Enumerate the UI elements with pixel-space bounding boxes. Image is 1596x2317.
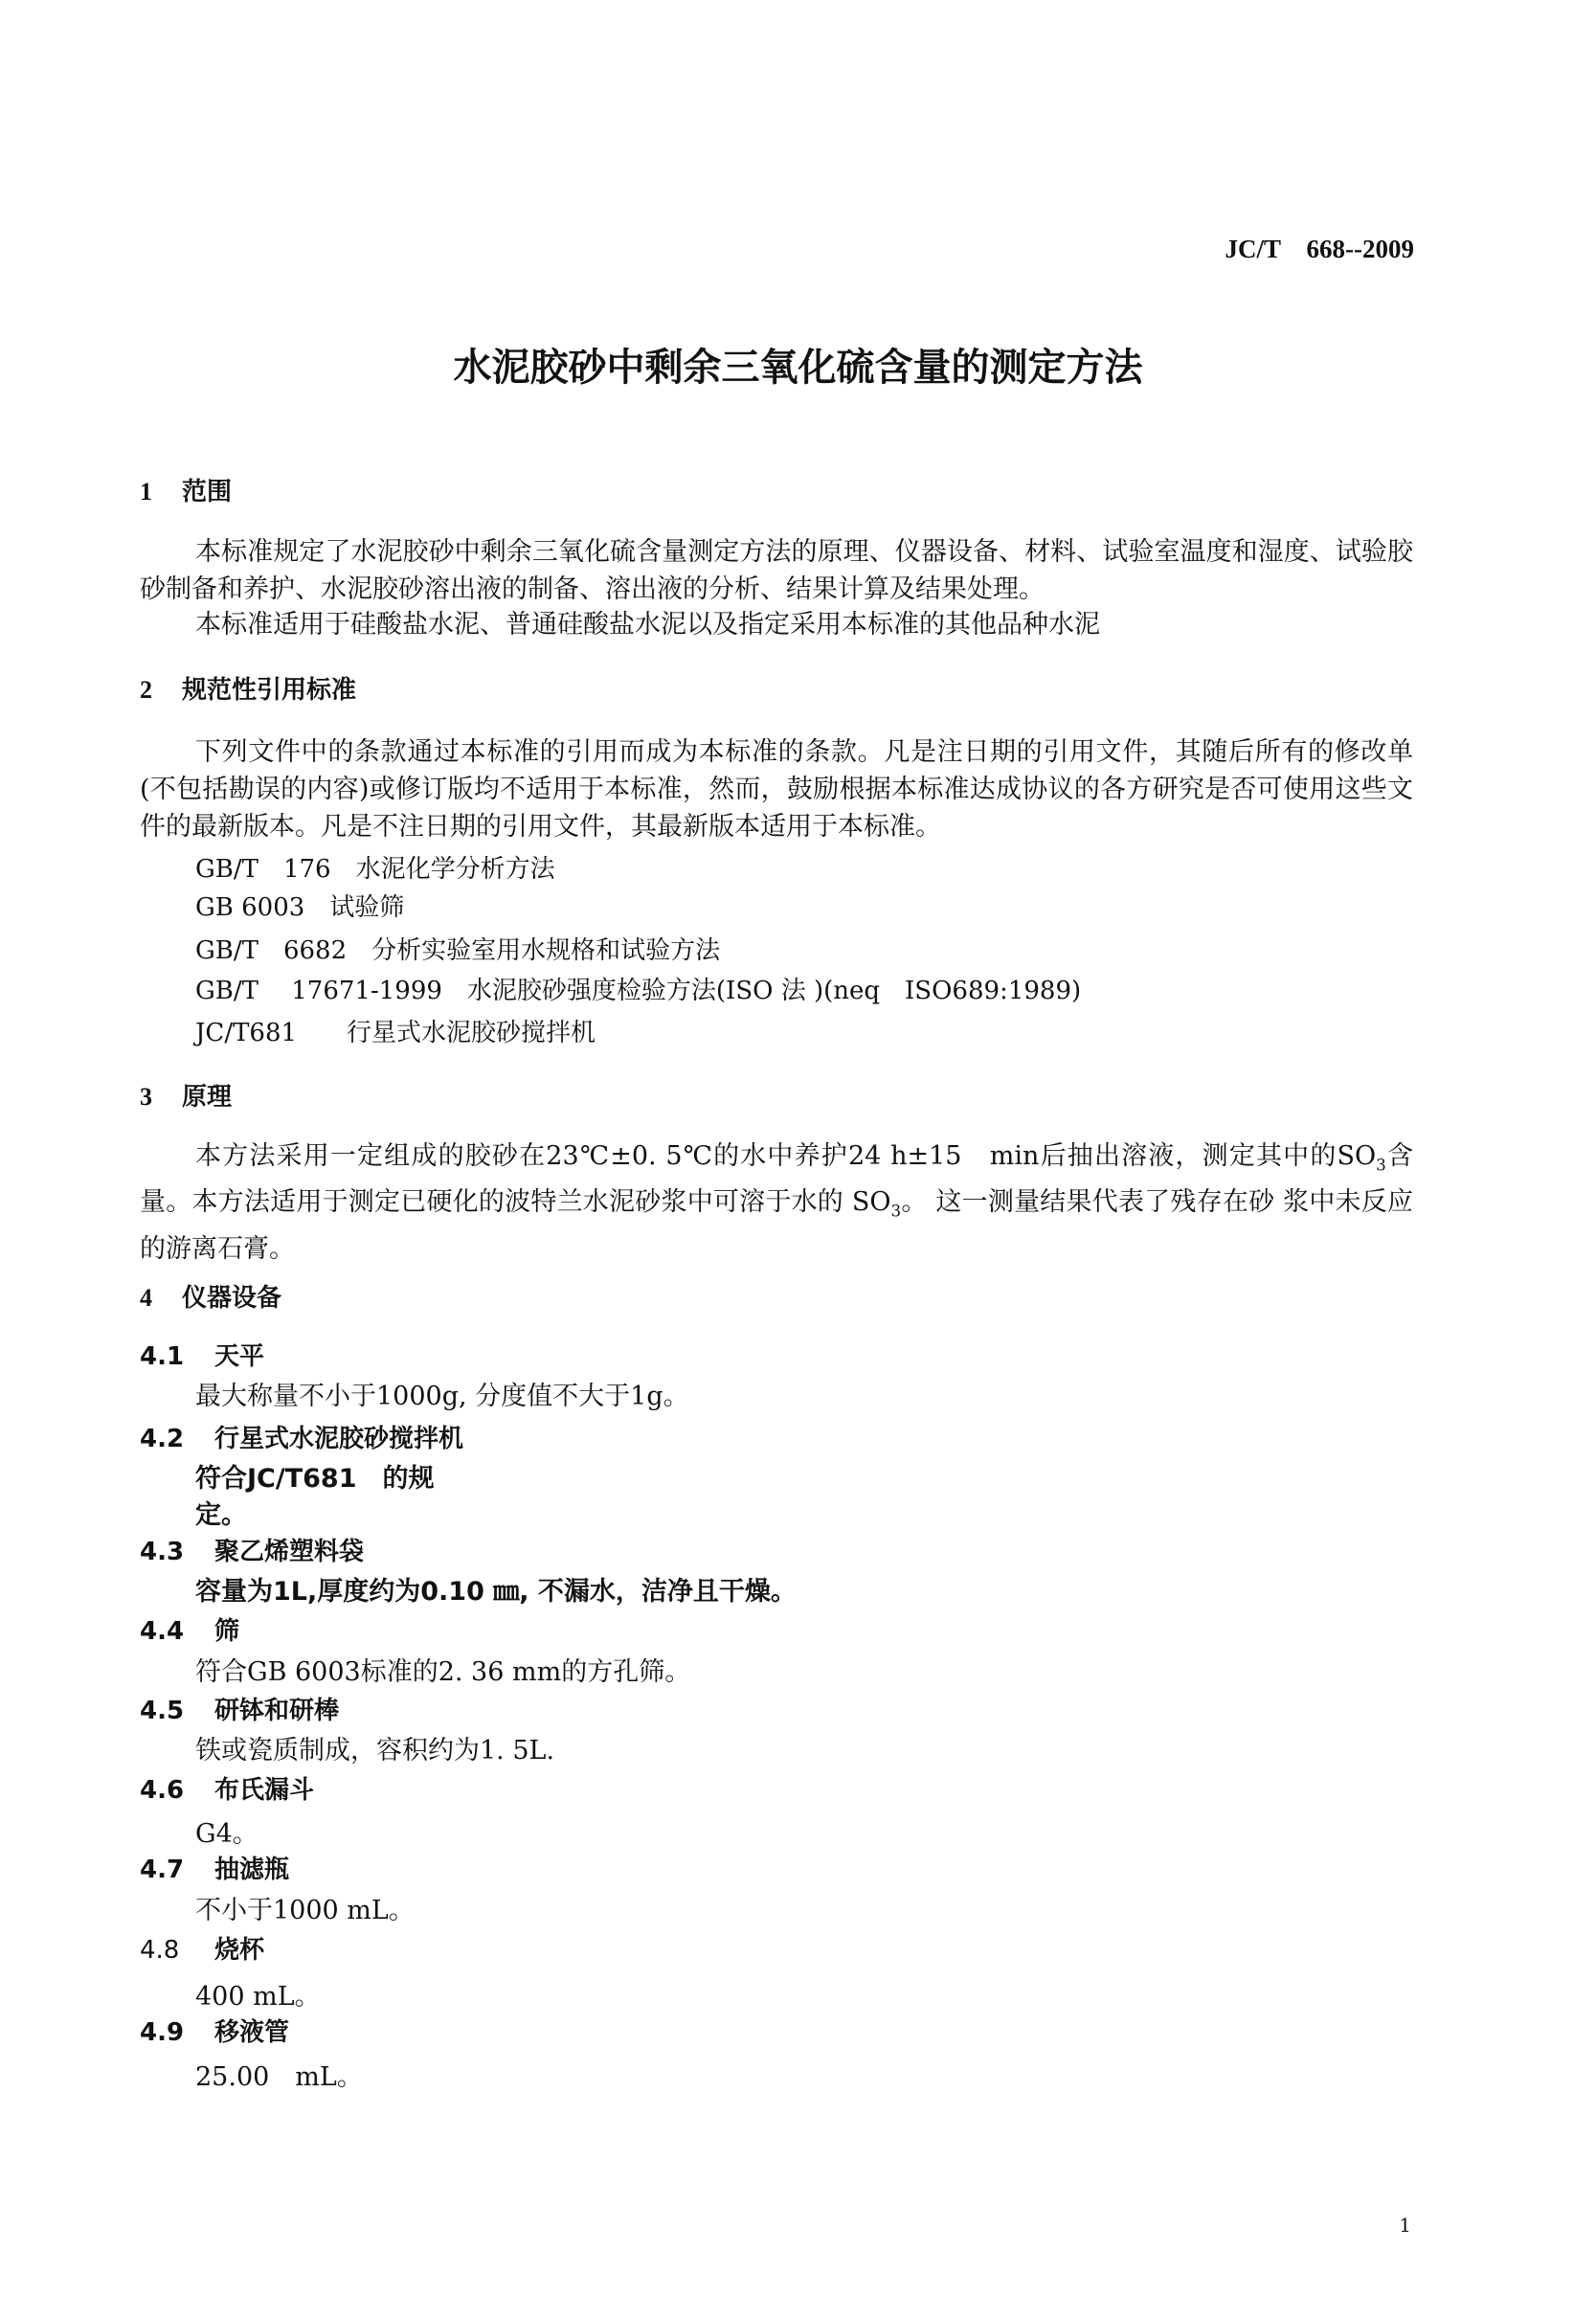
reference-item: GB/T 6682 分析实验室用水规格和试验方法 — [195, 936, 721, 965]
scope-paragraph-1: 本标准规定了水泥胶砂中剩余三氧化硫含量测定方法的原理、仪器设备、材料、试验室温度和湿度、试验胶砂制备和养护、水泥胶砂溶出液的制备、溶出液的分析、结果计算及结果处理。 — [140, 537, 1413, 604]
subsection-text: 容量为1L,厚度约为0.10 ㎜, 不漏水，洁净且干燥。 — [195, 1577, 797, 1607]
subsection-mortar-pestle: 4.5 研钵和研棒 — [140, 1697, 340, 1725]
section-number: 2 — [140, 676, 152, 704]
subsection-text: G4。 — [195, 1819, 259, 1849]
subsection-sieve: 4.4 筛 — [140, 1617, 240, 1646]
subsection-text: 最大称量不小于1000g, 分度值不大于1g。 — [195, 1382, 689, 1411]
section-title: 仪器设备 — [182, 1284, 282, 1313]
subsection-text: 400 mL。 — [195, 1982, 321, 2012]
reference-item: GB 6003 试验筛 — [195, 893, 405, 922]
subsection-text: 符合GB 6003标准的2. 36 mm的方孔筛。 — [195, 1657, 691, 1687]
section-number: 3 — [140, 1083, 152, 1111]
page-number: 1 — [1399, 2214, 1411, 2237]
section-heading-normative-references — [140, 670, 356, 706]
section-heading-scope — [140, 472, 232, 507]
reference-item: GB/T 176 水泥化学分析方法 — [195, 855, 555, 884]
section-number: 1 — [140, 478, 152, 506]
subsection-mixer: 4.2 行星式水泥胶砂搅拌机 — [140, 1425, 464, 1453]
references-paragraph: 下列文件中的条款通过本标准的引用而成为本标准的条款。凡是注日期的引用文件，其随后所有的修改单(不包括勘误的内容)或修订版均不适用于本标准，然而，鼓励根据本标准达成协议的各方研究是否可使用这些文件的最新版本。凡是不注日期的引用文件，其最新版本适用于本标准。 — [140, 737, 1413, 842]
reference-item: GB/T 17671-1999 水泥胶砂强度检验方法(ISO 法 )(neq ISO689:1989) — [195, 977, 1082, 1005]
document-number: JC/T 668--2009 — [1225, 235, 1414, 263]
subsection-text: 符合JC/T681 的规 — [195, 1464, 435, 1494]
section-title: 范围 — [182, 478, 233, 506]
section-title: 原理 — [182, 1083, 233, 1112]
section-heading-apparatus — [140, 1278, 281, 1314]
subsection-text: 定。 — [195, 1500, 247, 1530]
principle-paragraph: 本方法采用一定组成的胶砂在23℃±0. 5℃的水中养护24 h±15 min后抽出溶液，测定其中的$SO_3$含量。本方法适用于测定已硬化的波特兰水泥砂浆中可溶于水的 $SO_3$。 这一测量结果代表了残存在砂 浆中未反应的游离石膏。 — [140, 1141, 1414, 1264]
subsection-buchner-funnel: 4.6 布氏漏斗 — [140, 1776, 315, 1805]
reference-item: JC/T681 行星式水泥胶砂搅拌机 — [195, 1019, 596, 1047]
subsection-balance: 4.1 天平 — [140, 1342, 265, 1371]
subsection-beaker: 4.8 烧杯 — [140, 1936, 265, 1965]
scope-paragraph-2: 本标准适用于硅酸盐水泥、普通硅酸盐水泥以及指定采用本标准的其他品种水泥 — [195, 610, 1100, 640]
subsection-filter-flask: 4.7 抽滤瓶 — [140, 1856, 290, 1884]
section-number: 4 — [140, 1284, 152, 1312]
subsection-text: 25.00 mL。 — [195, 2062, 363, 2092]
section-title: 规范性引用标准 — [182, 676, 357, 705]
subsection-plastic-bag: 4.3 聚乙烯塑料袋 — [140, 1538, 365, 1566]
document-title: 水泥胶砂中剩余三氧化硫含量的测定方法 — [453, 346, 1143, 390]
subsection-text: 不小于1000 mL。 — [195, 1896, 415, 1925]
section-heading-principle — [140, 1077, 232, 1113]
subsection-pipette: 4.9 移液管 — [140, 2018, 290, 2047]
subsection-text: 铁或瓷质制成，容积约为1. 5L. — [195, 1736, 555, 1766]
